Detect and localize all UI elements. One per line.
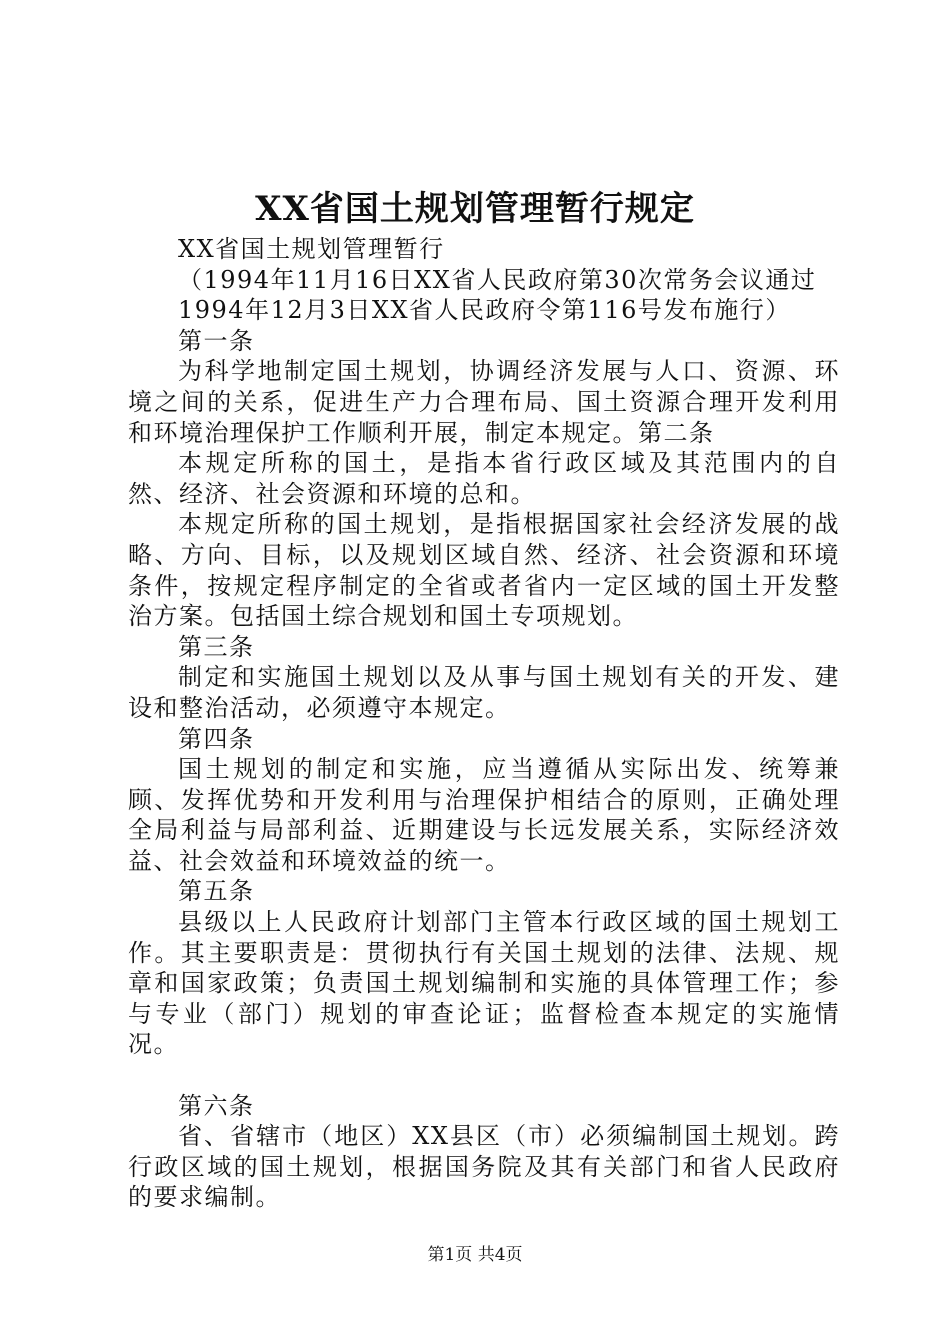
article-text: 县级以上人民政府计划部门主管本行政区域的国土规划工作。其主要职责是：贯彻执行有关国土规划的法律、法规、规章和国家政策；负责国土规划编制和实施的具体管理工作；参与专业（部门）规划的审查论证；监督检查本规定的实施情况。	[128, 908, 840, 1059]
paragraph-subtitle: XX省国土规划管理暂行	[178, 235, 445, 263]
article-text: 制定和实施国土规划以及从事与国土规划有关的开发、建设和整治活动，必须遵守本规定。	[128, 663, 840, 722]
article-heading-4: 第四条	[178, 724, 255, 753]
article-heading-1: 第一条	[178, 326, 255, 355]
document-body	[128, 234, 840, 1213]
article-text: 为科学地制定国土规划，协调经济发展与人口、资源、环境之间的关系，促进生产力合理布局、国土资源合理开发利用和环境治理保护工作顺利开展，制定本规定。第二条	[128, 357, 840, 447]
article-text: 本规定所称的国土，是指本省行政区域及其范围内的自然、经济、社会资源和环境的总和。	[128, 449, 840, 508]
paragraph-adoption-note: （1994年11月16日XX省人民政府第30次常务会议通过	[178, 265, 817, 294]
article-text: 本规定所称的国土规划，是指根据国家社会经济发展的战略、方向、目标，以及规划区域自然、经济、社会资源和环境条件，按规定程序制定的全省或者省内一定区域的国土开发整治方案。包括国土综合规划和国土专项规划。	[128, 510, 840, 631]
article-heading-3: 第三条	[178, 632, 255, 661]
blank-line	[128, 1060, 840, 1091]
document-title: XX省国土规划管理暂行规定	[255, 189, 695, 229]
article-text: 国土规划的制定和实施，应当遵循从实际出发、统筹兼顾、发挥优势和开发利用与治理保护相结合的原则，正确处理全局利益与局部利益、近期建设与长远发展关系，实际经济效益、社会效益和环境效益的统一。	[128, 755, 840, 875]
article-text: 省、省辖市（地区）XX县区（市）必须编制国土规划。跨行政区域的国土规划，根据国务院及其有关部门和省人民政府的要求编制。	[128, 1122, 840, 1212]
article-heading-5: 第五条	[178, 877, 255, 906]
page-number: 第1页 共4页	[427, 1245, 523, 1265]
paragraph-issue-note: 1994年12月3日XX省人民政府令第116号发布施行）	[178, 296, 791, 325]
article-heading-6: 第六条	[178, 1091, 255, 1120]
